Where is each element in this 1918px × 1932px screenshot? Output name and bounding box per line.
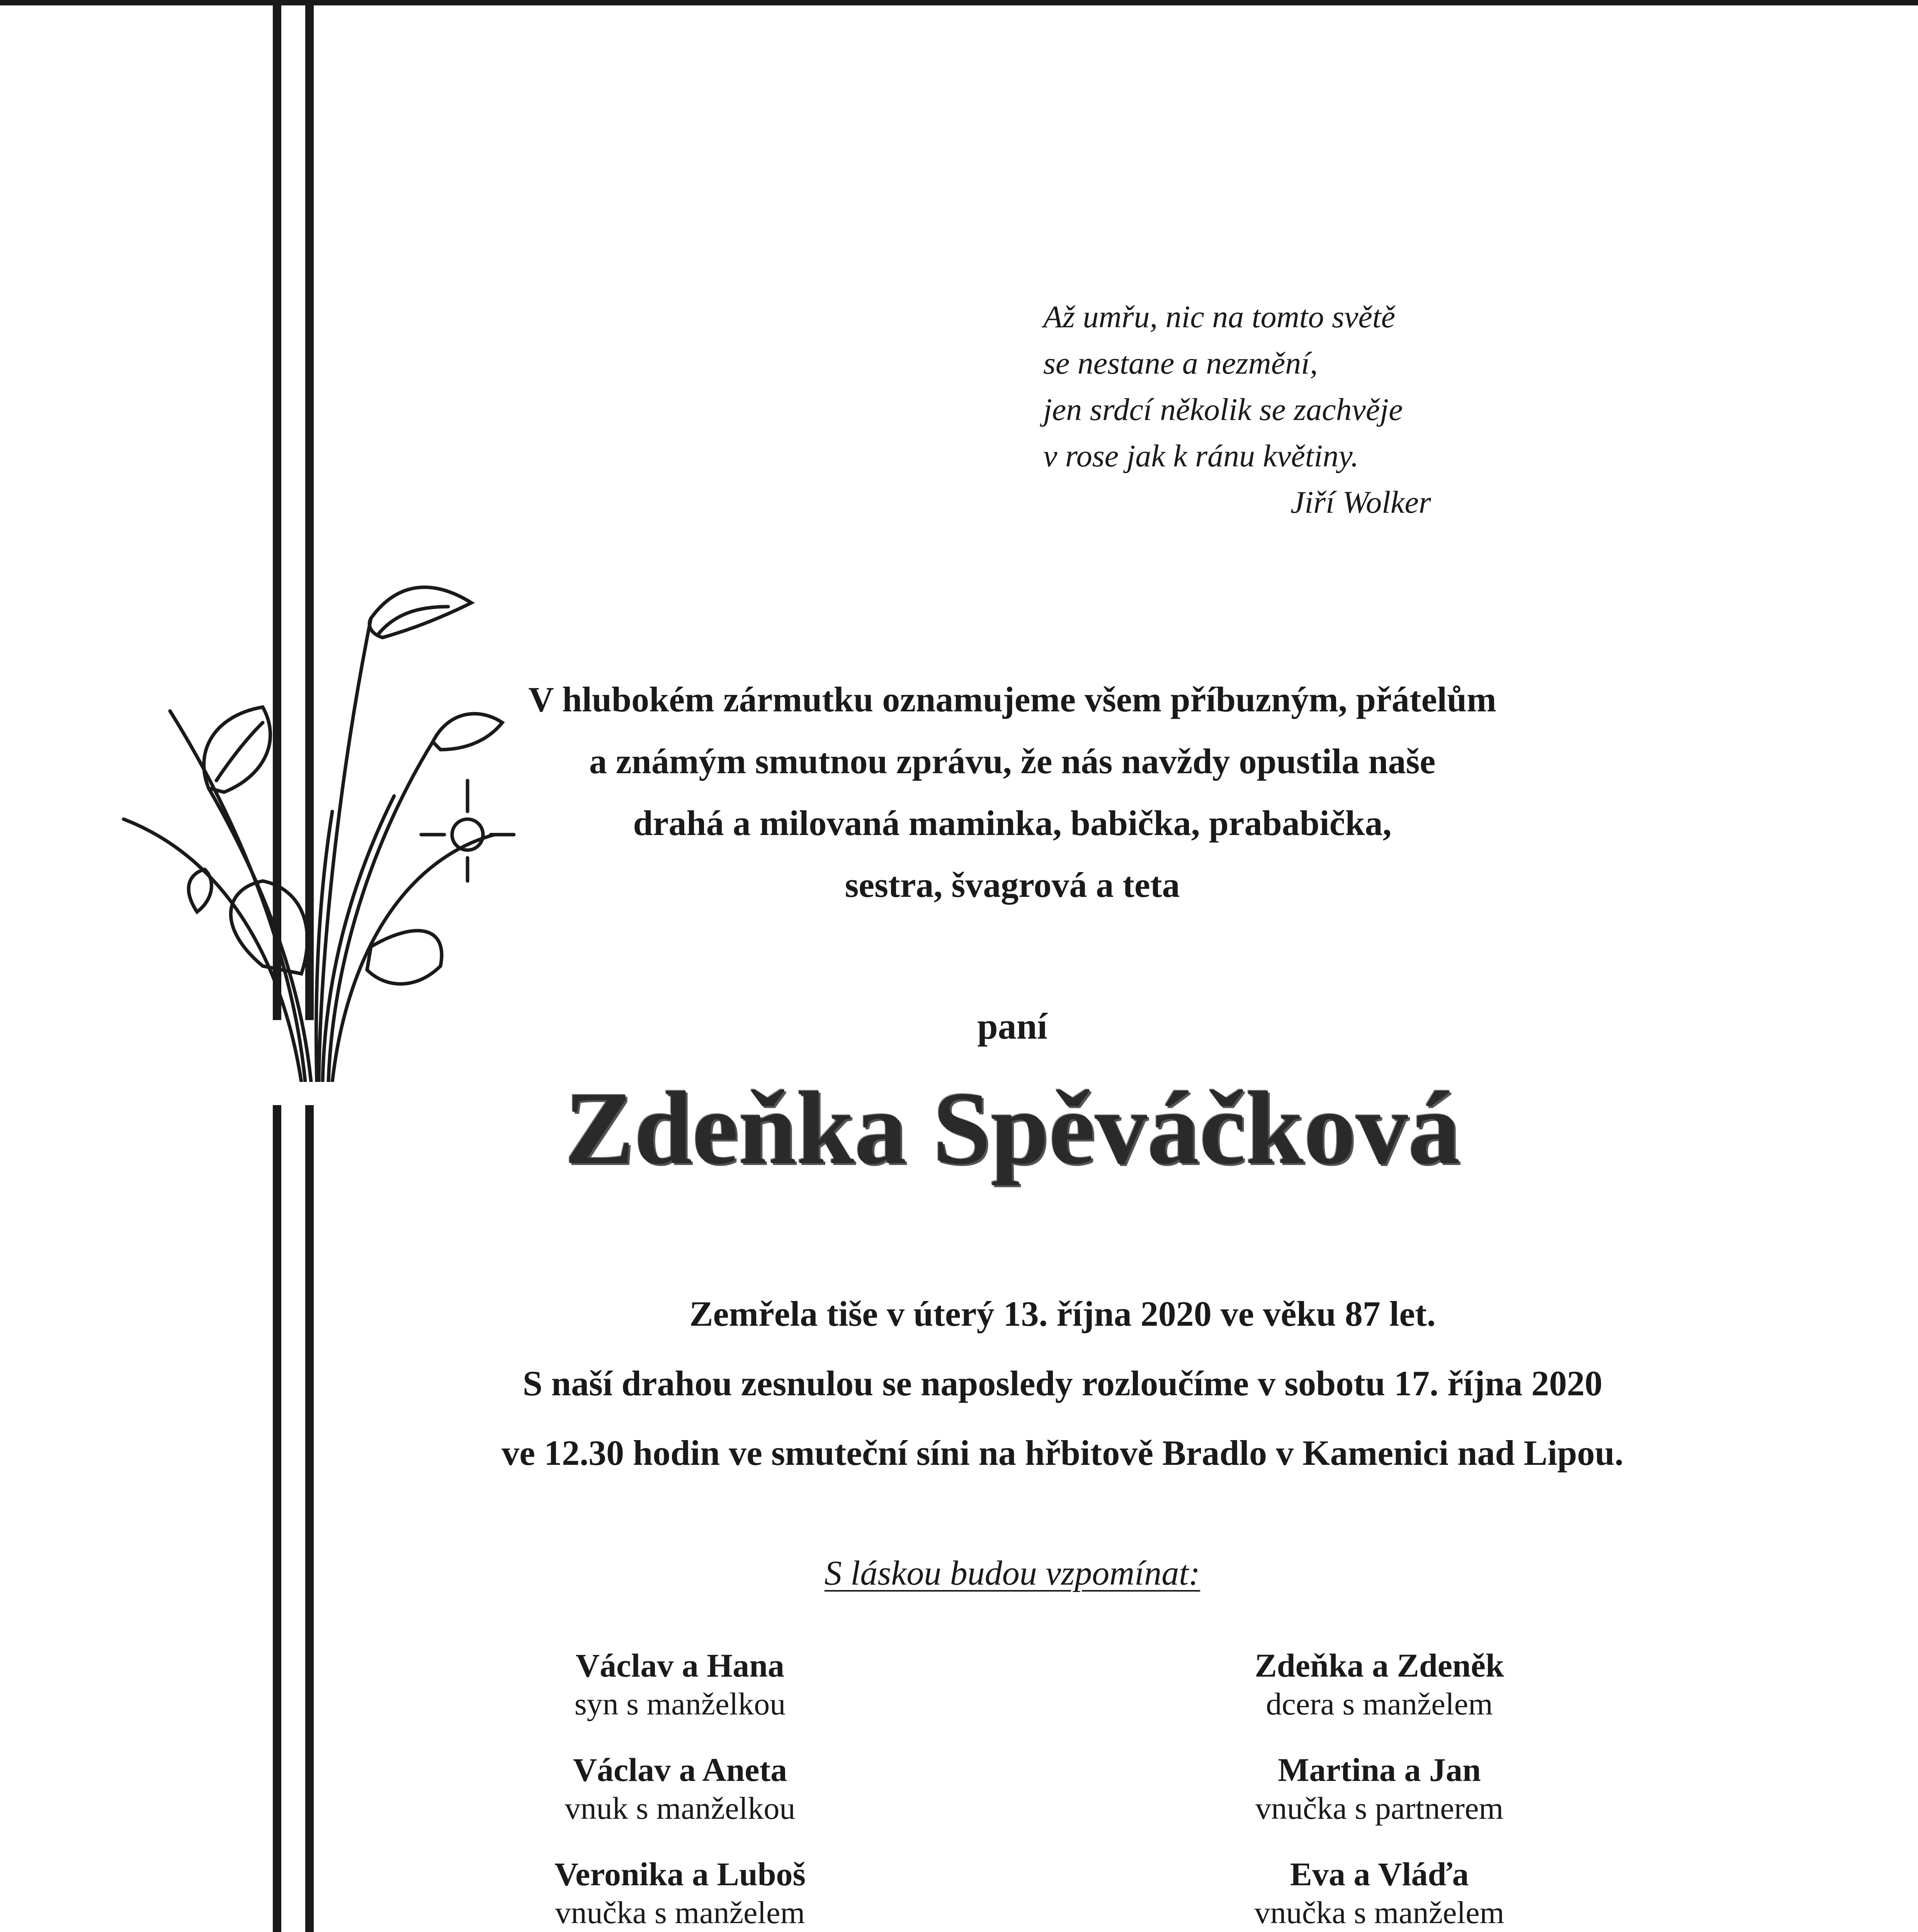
mourner-name: Veronika a Luboš bbox=[554, 1855, 806, 1893]
poem-line: jen srdcí několik se zachvěje bbox=[1043, 392, 1403, 427]
announcement-line: a známým smutnou zprávu, že nás navždy opustila naše bbox=[589, 742, 1436, 781]
mourner-entry bbox=[1128, 1646, 1631, 1723]
announcement-text bbox=[425, 668, 1600, 916]
death-info-line: ve 12.30 hodin ve smuteční síni na hřbitově Bradlo v Kamenici nad Lipou. bbox=[502, 1433, 1624, 1473]
mourner-entry bbox=[1128, 1750, 1631, 1828]
death-and-funeral-info bbox=[348, 1279, 1777, 1488]
deceased-name: Zdeňka Spěváčková bbox=[564, 1070, 1461, 1186]
death-info-line: Zemřela tiše v úterý 13. října 2020 ve věku 87 let. bbox=[689, 1294, 1436, 1333]
mourner-relation: vnuk s manželkou bbox=[565, 1791, 796, 1826]
mourner-name: Václav a Hana bbox=[576, 1647, 784, 1684]
announcement-line: sestra, švagrová a teta bbox=[845, 865, 1180, 905]
poem-line: se nestane a nezmění, bbox=[1043, 345, 1318, 381]
mourning-border-line bbox=[273, 1105, 281, 1932]
death-info-line: S naší drahou zesnulou se naposledy rozloučíme v sobotu 17. října 2020 bbox=[522, 1364, 1603, 1403]
mourner-relation: vnučka s manželem bbox=[1254, 1895, 1505, 1930]
mourner-relation: vnučka s partnerem bbox=[1255, 1791, 1504, 1826]
mourner-entry bbox=[429, 1646, 931, 1723]
poem-author: Jiří Wolker bbox=[1291, 485, 1431, 520]
mourner-entry bbox=[1128, 1855, 1631, 1932]
mourner-relation: vnučka s manželem bbox=[555, 1895, 805, 1930]
poem-line: v rose jak k ránu květiny. bbox=[1043, 438, 1359, 473]
mourner-entry bbox=[429, 1750, 931, 1828]
mourning-border-line bbox=[305, 1105, 314, 1932]
mourner-name: Martina a Jan bbox=[1278, 1751, 1481, 1788]
mourners-heading: S láskou budou vzpomínat: bbox=[824, 1554, 1200, 1592]
announcement-line: drahá a milovaná maminka, babička, prababička, bbox=[633, 803, 1392, 843]
mourner-relation: dcera s manželem bbox=[1266, 1686, 1493, 1721]
mourner-entry bbox=[429, 1855, 931, 1932]
honorific: paní bbox=[977, 1005, 1047, 1047]
mourner-name: Zdeňka a Zdeněk bbox=[1255, 1647, 1504, 1684]
mourner-name: Eva a Vláďa bbox=[1290, 1855, 1469, 1893]
announcement-line: V hlubokém zármutku oznamujeme všem příbuzným, přátelům bbox=[528, 680, 1496, 719]
mourner-relation: syn s manželkou bbox=[574, 1686, 786, 1721]
mourner-name: Václav a Aneta bbox=[573, 1751, 787, 1788]
poem-line: Až umřu, nic na tomto světě bbox=[1043, 299, 1395, 334]
top-border-line bbox=[0, 0, 1918, 5]
epigraph-poem bbox=[1043, 294, 1546, 526]
